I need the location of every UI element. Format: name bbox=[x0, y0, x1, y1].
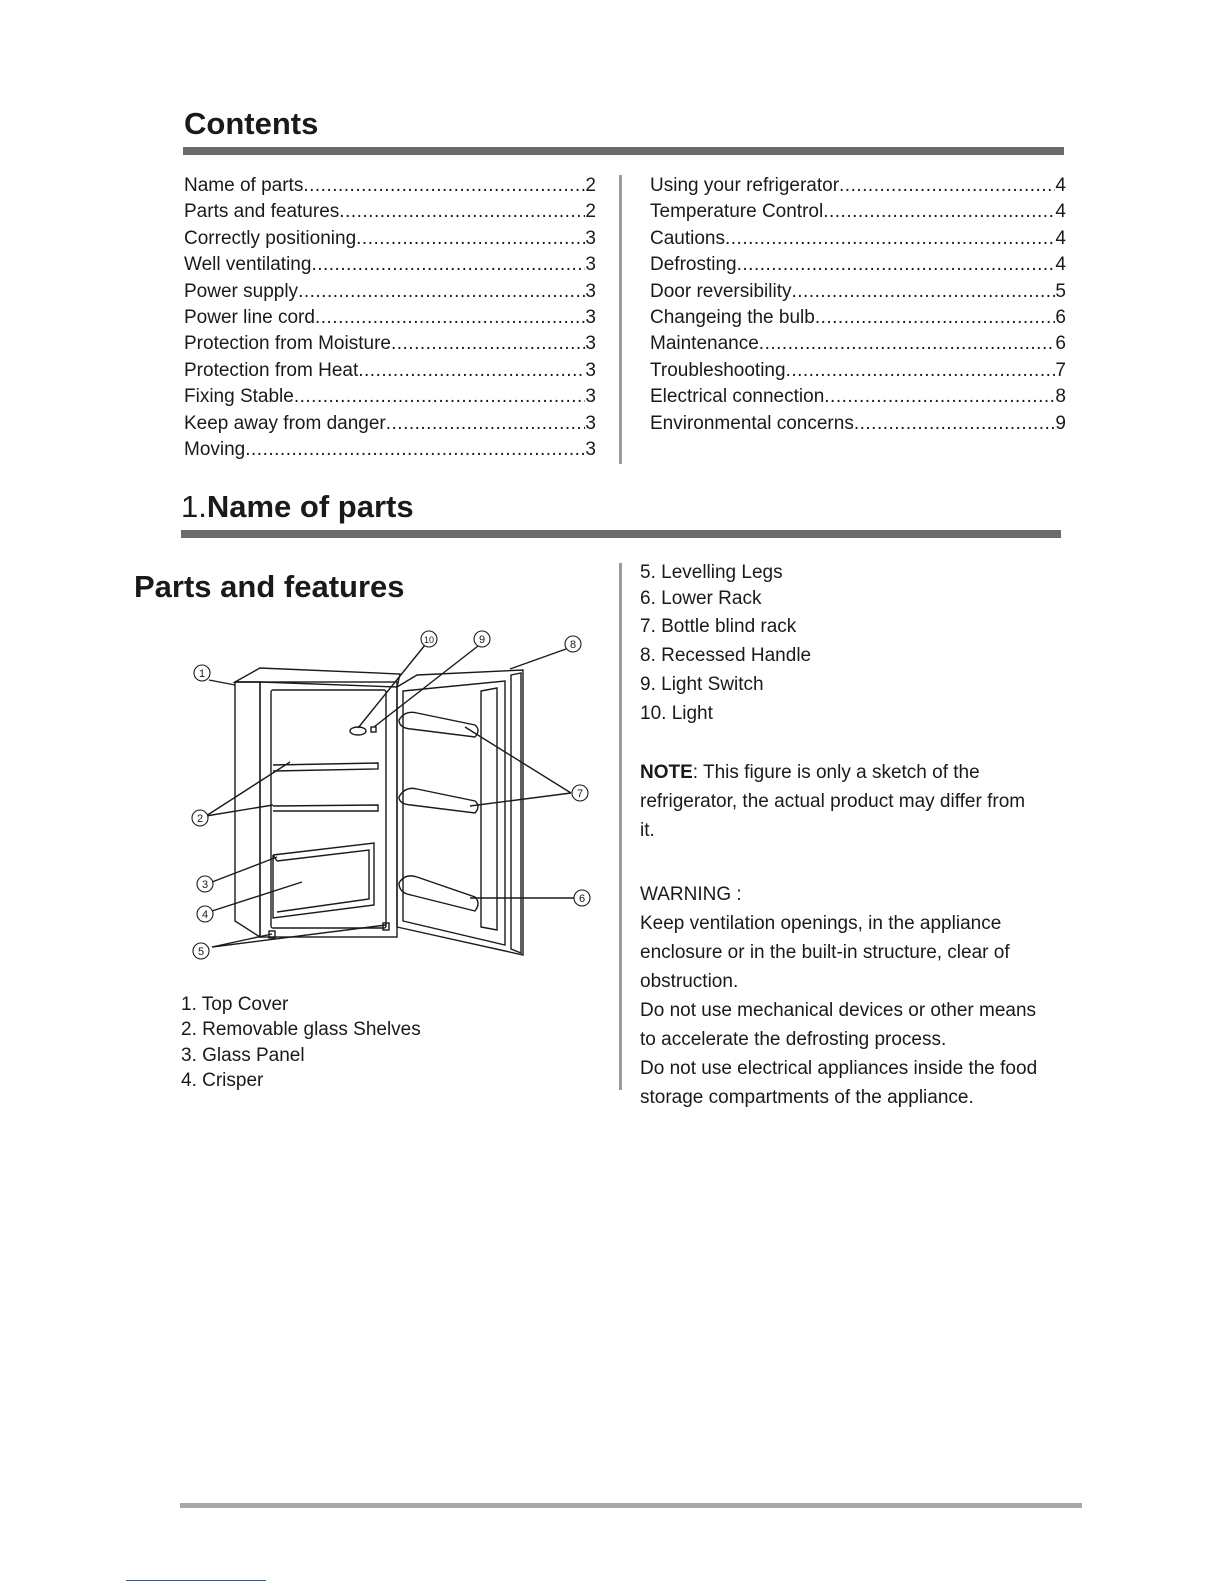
toc-entry-page: 5 bbox=[1055, 280, 1066, 302]
toc-entry-title: Power line cord bbox=[184, 307, 315, 329]
toc-entry-page: 6 bbox=[1055, 333, 1066, 355]
light-shape bbox=[350, 727, 366, 735]
toc-entry[interactable] bbox=[650, 358, 1066, 384]
toc-entry-page: 9 bbox=[1055, 412, 1066, 434]
list-item: 8. Recessed Handle bbox=[640, 645, 812, 666]
toc-entry-title: Fixing Stable bbox=[184, 386, 294, 408]
toc-entry-page: 8 bbox=[1055, 386, 1066, 408]
toc-leader-dots bbox=[298, 279, 585, 305]
toc-leader-dots bbox=[824, 384, 1055, 410]
toc-leader-dots bbox=[725, 226, 1055, 252]
toc-entry-title: Using your refrigerator bbox=[650, 175, 840, 196]
toc-entry-title: Changeing the bulb bbox=[650, 307, 815, 329]
cabinet-front bbox=[260, 682, 397, 937]
warning-block bbox=[640, 880, 1068, 1112]
callout-10 bbox=[421, 631, 437, 647]
toc-entry-page: 2 bbox=[585, 175, 596, 196]
toc-leader-dots bbox=[839, 173, 1055, 199]
section-title: Name of parts bbox=[206, 489, 414, 524]
toc-leader-dots bbox=[391, 331, 585, 357]
toc-entry-title: Keep away from danger bbox=[184, 412, 386, 434]
toc-entry[interactable] bbox=[650, 252, 1066, 278]
toc-leader-dots bbox=[854, 411, 1056, 437]
toc-entry[interactable] bbox=[650, 305, 1066, 331]
toc-entry[interactable] bbox=[650, 199, 1066, 225]
section-rule bbox=[181, 530, 1061, 538]
toc-leader-dots bbox=[759, 331, 1056, 357]
toc-entry-page: 3 bbox=[585, 386, 596, 408]
warning-line-2: Do not use mechanical devices or other means to accelerate the defrosting process. bbox=[640, 1000, 1037, 1050]
toc-entry-title: Parts and features bbox=[184, 201, 340, 223]
warning-line-3: Do not use electrical appliances inside the food storage compartments of the appliance. bbox=[640, 1058, 1038, 1108]
toc-entry[interactable] bbox=[184, 226, 596, 252]
footer-link-underline bbox=[126, 1580, 266, 1581]
toc-entry-title: Electrical connection bbox=[650, 386, 825, 408]
toc-entry-title: Temperature Control bbox=[650, 201, 824, 223]
toc-entry-page: 3 bbox=[585, 307, 596, 329]
toc-entry[interactable] bbox=[184, 384, 596, 410]
list-item: 6. Lower Rack bbox=[640, 588, 762, 609]
svg-text:3: 3 bbox=[201, 879, 209, 891]
toc-entry-title: Defrosting bbox=[650, 254, 737, 276]
toc-entry[interactable] bbox=[184, 411, 596, 437]
note-paragraph bbox=[640, 758, 1040, 845]
toc-leader-dots bbox=[823, 199, 1055, 225]
toc-entry-title: Power supply bbox=[184, 280, 299, 302]
list-item: 4. Crisper bbox=[181, 1069, 264, 1091]
shelf-upper bbox=[273, 763, 378, 771]
toc-entry[interactable] bbox=[650, 384, 1066, 410]
contents-title: Contents bbox=[184, 106, 319, 141]
toc-leader-dots bbox=[737, 252, 1056, 278]
toc-leader-dots bbox=[386, 411, 586, 437]
toc-leader-dots bbox=[786, 358, 1056, 384]
toc-entry[interactable] bbox=[184, 358, 596, 384]
toc-entry[interactable] bbox=[184, 437, 596, 463]
svg-text:5: 5 bbox=[197, 946, 205, 958]
parts-list-left bbox=[181, 992, 421, 1093]
toc-leader-dots bbox=[303, 173, 585, 199]
light-switch-shape bbox=[371, 727, 376, 732]
toc-leader-dots bbox=[311, 252, 585, 278]
toc-leader-dots bbox=[315, 305, 585, 331]
callout-1 bbox=[194, 665, 210, 681]
parts-heading: Parts and features bbox=[134, 569, 405, 604]
svg-text:2: 2 bbox=[196, 813, 204, 825]
list-item: 7. Bottle blind rack bbox=[640, 616, 797, 637]
svg-text:9: 9 bbox=[478, 634, 486, 646]
toc-entry[interactable] bbox=[650, 331, 1066, 357]
toc-entry-page: 3 bbox=[585, 280, 596, 302]
svg-text:4: 4 bbox=[201, 909, 209, 921]
toc-entry[interactable] bbox=[184, 252, 596, 278]
toc-entry[interactable] bbox=[184, 331, 596, 357]
parts-list-right bbox=[640, 560, 811, 728]
note-text: : This figure is only a sketch of the refrigerator, the actual product may differ from it. bbox=[640, 762, 1026, 841]
toc-entry-title: Protection from Heat bbox=[184, 359, 359, 381]
toc-entry-page: 3 bbox=[585, 412, 596, 434]
footer-rule bbox=[180, 1503, 1082, 1508]
svg-text:6: 6 bbox=[578, 893, 586, 905]
toc-leader-dots bbox=[358, 358, 585, 384]
toc-leader-dots bbox=[339, 199, 585, 225]
toc-leader-dots bbox=[294, 384, 586, 410]
note-label: NOTE bbox=[640, 762, 693, 783]
toc-entry[interactable] bbox=[184, 279, 596, 305]
toc-entry-title: Maintenance bbox=[650, 333, 759, 355]
toc-entry-page: 3 bbox=[585, 254, 596, 276]
callout-5 bbox=[193, 943, 209, 959]
callout-2 bbox=[192, 810, 208, 826]
toc-entry-title: Well ventilating bbox=[184, 254, 312, 276]
toc-entry-title: Troubleshooting bbox=[650, 359, 786, 381]
svg-text:10: 10 bbox=[423, 635, 435, 645]
toc-left-column bbox=[184, 173, 596, 463]
svg-text:8: 8 bbox=[569, 639, 577, 651]
list-item: 5. Levelling Legs bbox=[640, 562, 783, 583]
toc-entry-page: 4 bbox=[1055, 254, 1066, 276]
toc-entry-page: 3 bbox=[585, 333, 596, 355]
toc-entry[interactable] bbox=[184, 199, 596, 225]
list-item: 10. Light bbox=[640, 703, 713, 724]
section-number: 1. bbox=[181, 489, 207, 524]
toc-leader-dots bbox=[815, 305, 1056, 331]
toc-entry[interactable] bbox=[650, 279, 1066, 305]
toc-entry[interactable] bbox=[650, 173, 1066, 199]
toc-entry-title: Cautions bbox=[650, 227, 725, 249]
toc-entry-title: Correctly positioning bbox=[184, 227, 357, 249]
toc-entry-title: Name of parts bbox=[184, 175, 304, 196]
recessed-handle-shape bbox=[511, 673, 521, 953]
section-heading bbox=[181, 489, 414, 525]
shelf-lower bbox=[273, 805, 378, 811]
warning-line-1: Keep ventilation openings, in the appliance enclosure or in the built-in structure, clear of obstruction. bbox=[640, 913, 1010, 992]
callout-3 bbox=[197, 876, 213, 892]
toc-entry-page: 6 bbox=[1055, 307, 1066, 329]
svg-text:7: 7 bbox=[576, 788, 584, 800]
refrigerator-diagram bbox=[185, 625, 605, 970]
toc-entry-page: 3 bbox=[585, 439, 596, 461]
list-item: 9. Light Switch bbox=[640, 674, 764, 695]
toc-entry[interactable] bbox=[650, 411, 1066, 437]
toc-leader-dots bbox=[791, 279, 1055, 305]
toc-leader-dots bbox=[245, 437, 585, 463]
toc-entry-title: Door reversibility bbox=[650, 280, 792, 302]
toc-entry[interactable] bbox=[184, 305, 596, 331]
callout-7 bbox=[572, 785, 588, 801]
toc-entry-title: Environmental concerns bbox=[650, 412, 854, 434]
crisper-shape bbox=[277, 850, 369, 912]
toc-entry-page: 4 bbox=[1055, 175, 1066, 196]
callout-9 bbox=[474, 631, 490, 647]
callout-6 bbox=[574, 890, 590, 906]
toc-entry[interactable] bbox=[184, 173, 596, 199]
parts-divider bbox=[619, 563, 622, 1090]
toc-entry-page: 4 bbox=[1055, 227, 1066, 249]
svg-text:1: 1 bbox=[198, 668, 206, 680]
contents-rule bbox=[183, 147, 1064, 155]
toc-right-column bbox=[650, 173, 1066, 437]
callout-8 bbox=[565, 636, 581, 652]
toc-leader-dots bbox=[356, 226, 585, 252]
toc-entry-page: 3 bbox=[585, 227, 596, 249]
list-item: 3. Glass Panel bbox=[181, 1044, 305, 1066]
toc-entry-title: Moving bbox=[184, 439, 246, 461]
callout-4 bbox=[197, 906, 213, 922]
list-item: 2. Removable glass Shelves bbox=[181, 1019, 421, 1041]
toc-entry-title: Protection from Moisture bbox=[184, 333, 391, 355]
list-item: 1. Top Cover bbox=[181, 994, 289, 1015]
toc-entry[interactable] bbox=[650, 226, 1066, 252]
toc-entry-page: 2 bbox=[585, 201, 596, 223]
toc-entry-page: 3 bbox=[585, 359, 596, 381]
toc-divider bbox=[619, 175, 622, 464]
toc-entry-page: 4 bbox=[1055, 201, 1066, 223]
warning-label: WARNING : bbox=[640, 884, 742, 905]
toc-entry-page: 7 bbox=[1055, 359, 1066, 381]
